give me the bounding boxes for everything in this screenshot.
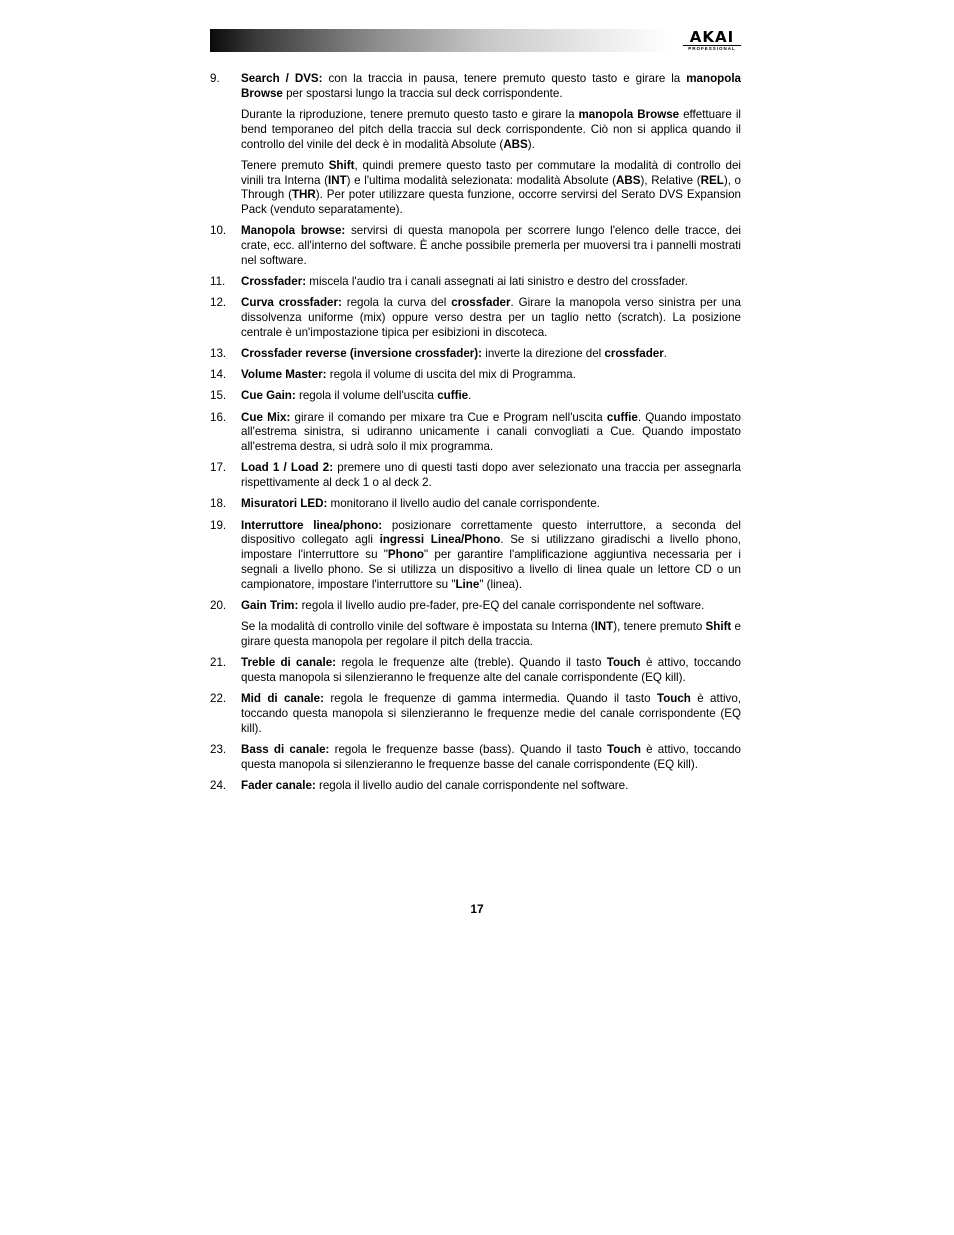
paragraph bbox=[241, 389, 741, 404]
bold-term: cuffie bbox=[606, 410, 638, 424]
paragraph bbox=[241, 656, 741, 686]
list-item-body bbox=[241, 72, 741, 218]
bold-term: Crossfader reverse (inversione crossfader): bbox=[241, 347, 483, 361]
text-run: regola le frequenze basse (bass). Quando il tasto bbox=[329, 742, 607, 756]
bold-term: cuffie bbox=[437, 389, 469, 403]
list-item-number: 21. bbox=[210, 656, 227, 670]
bold-term: Touch bbox=[656, 692, 691, 706]
list-item bbox=[210, 72, 741, 218]
text-run: posizionare correttamente questo interruttore, a seconda del dispositivo collegato agli bbox=[241, 518, 741, 547]
text-run: effettuare il bend temporaneo del pitch della traccia sul deck corrispondente. Ciò non si applica quando il controllo del vinile del deck è in modalità Absolute ( bbox=[241, 107, 741, 151]
list-item bbox=[210, 692, 741, 736]
list-item-number: 20. bbox=[210, 598, 227, 612]
list-item-body bbox=[241, 347, 741, 362]
list-item-number: 9. bbox=[210, 72, 220, 85]
list-item-body bbox=[241, 389, 741, 404]
text-run: con la traccia in pausa, tenere premuto questo tasto e girare la bbox=[322, 72, 687, 85]
paragraph bbox=[241, 108, 741, 152]
bold-term: Phono bbox=[387, 548, 424, 562]
bold-term: Manopola browse: bbox=[241, 224, 346, 238]
list-item-number: 24. bbox=[210, 778, 227, 792]
text-run: Tenere premuto bbox=[241, 158, 329, 172]
list-item-body bbox=[241, 692, 741, 736]
list-item-body bbox=[241, 296, 741, 340]
text-run: e girare questa manopola per regolare il pitch della traccia. bbox=[241, 620, 742, 648]
list-item-number: 19. bbox=[210, 518, 227, 532]
bold-term: INT bbox=[327, 173, 347, 187]
list-item bbox=[210, 275, 741, 290]
text-run: girare il comando per mixare tra Cue e Program nell'uscita bbox=[290, 410, 607, 424]
bold-term: manopola Browse bbox=[578, 107, 680, 121]
text-run: " per garantire l'amplificazione aggiuntiva necessaria per i segnali a livello phono. Se si utilizza un dispositivo a livello di linea quale un lettore CD o un campionatore, impostare l'interruttore su " bbox=[241, 548, 741, 591]
bold-term: crossfader bbox=[451, 296, 511, 310]
paragraph bbox=[241, 224, 741, 268]
bold-term: Touch bbox=[607, 742, 641, 756]
text-run: " (linea). bbox=[479, 577, 523, 591]
list-item bbox=[210, 368, 741, 383]
bold-term: Treble di canale: bbox=[241, 656, 337, 670]
list-item bbox=[210, 497, 741, 512]
text-run: regola il volume dell'uscita bbox=[295, 389, 438, 403]
list-item-body bbox=[241, 411, 741, 455]
header-gradient-bar bbox=[210, 29, 672, 52]
list-item-body bbox=[241, 599, 741, 650]
list-item-body bbox=[241, 497, 741, 512]
text-run: Durante la riproduzione, tenere premuto questo tasto e girare la bbox=[241, 107, 579, 121]
text-run: inverte la direzione del bbox=[482, 347, 605, 361]
list-item-number: 17. bbox=[210, 461, 227, 475]
akai-logo bbox=[683, 30, 741, 50]
paragraph bbox=[241, 779, 741, 794]
paragraph bbox=[241, 411, 741, 455]
bold-term: Crossfader: bbox=[241, 275, 307, 289]
bold-term: Volume Master: bbox=[241, 368, 327, 382]
bold-term: ABS bbox=[616, 173, 641, 187]
bold-term: Bass di canale: bbox=[241, 742, 330, 756]
text-run: monitorano il livello audio del canale corrispondente. bbox=[327, 497, 600, 511]
list-item bbox=[210, 461, 741, 491]
paragraph bbox=[241, 275, 741, 290]
bold-term: ABS bbox=[503, 137, 528, 151]
paragraph bbox=[241, 159, 741, 218]
logo-subtitle: PROFESSIONAL bbox=[683, 45, 741, 51]
text-run: regola il volume di uscita del mix di Programma. bbox=[326, 368, 576, 382]
text-run: Se la modalità di controllo vinile del software è impostata su Interna ( bbox=[241, 620, 595, 634]
list-item-number: 18. bbox=[210, 497, 227, 511]
paragraph bbox=[241, 692, 741, 736]
logo-wordmark: AKAI bbox=[689, 28, 735, 46]
bold-term: manopola Browse bbox=[241, 72, 741, 100]
text-run: regola il livello audio pre-fader, pre-EQ del canale corrispondente nel software. bbox=[298, 598, 705, 612]
text-run: . Girare la manopola verso sinistra per una dissolvenza uniforme (mix) oppure verso destra per un taglio netto (scratch). La posizione centrale è un'impostazione tipica per esibizioni in discoteca. bbox=[241, 296, 741, 339]
paragraph bbox=[241, 743, 741, 773]
text-run: miscela l'audio tra i canali assegnati ai lati sinistro e destro del crossfader. bbox=[306, 275, 688, 289]
list-item-body bbox=[241, 779, 741, 794]
list-item bbox=[210, 296, 741, 340]
text-run: regola le frequenze di gamma intermedia. Quando il tasto bbox=[323, 692, 657, 706]
list-item-number: 16. bbox=[210, 410, 227, 424]
text-run: . bbox=[468, 389, 472, 403]
list-item-body bbox=[241, 224, 741, 268]
text-run: ). Per poter utilizzare questa funzione, occorre servirsi del Serato DVS Expansion Pack (venduto separatamente). bbox=[241, 188, 742, 217]
list-item-number: 14. bbox=[210, 368, 227, 382]
text-run: ), o Through ( bbox=[241, 173, 741, 202]
list-item bbox=[210, 519, 741, 593]
bold-term: Shift bbox=[705, 620, 732, 634]
bold-term: ingressi Linea/Phono bbox=[379, 533, 501, 547]
list-item-number: 13. bbox=[210, 347, 227, 361]
text-run: . Quando impostato all'estrema sinistra, si udiranno unicamente i canali convogliati a Cue. Quando impostato all'estrema destra, si udrà solo il mix programma. bbox=[241, 410, 742, 454]
bold-term: crossfader bbox=[604, 347, 664, 361]
bold-term: Fader canale: bbox=[241, 778, 316, 792]
bold-term: Gain Trim: bbox=[241, 598, 299, 612]
list-item bbox=[210, 656, 741, 686]
text-run: regola il livello audio del canale corrispondente nel software. bbox=[315, 778, 629, 792]
bold-term: Misuratori LED: bbox=[241, 497, 328, 511]
text-run: è attivo, toccando questa manopola si silenzieranno le frequenze alte del canale corrispondente (EQ kill). bbox=[241, 656, 741, 684]
text-run: per spostarsi lungo la traccia sul deck corrispondente. bbox=[282, 86, 563, 100]
text-run: ) e l'ultima modalità selezionata: modalità Absolute ( bbox=[346, 173, 617, 187]
bold-term: Cue Mix: bbox=[241, 410, 291, 424]
page-number: 17 bbox=[470, 902, 484, 916]
list-item-body bbox=[241, 275, 741, 290]
text-run: ), tenere premuto bbox=[613, 620, 706, 634]
paragraph bbox=[241, 72, 741, 102]
list-item-body bbox=[241, 519, 741, 593]
text-run: regola le frequenze alte (treble). Quando il tasto bbox=[336, 656, 607, 670]
text-run: , quindi premere questo tasto per commutare la modalità di controllo dei vinili tra Interna ( bbox=[241, 158, 741, 187]
list-item bbox=[210, 779, 741, 794]
list-item bbox=[210, 599, 741, 650]
list-item-body bbox=[241, 743, 741, 773]
paragraph bbox=[241, 368, 741, 383]
bold-term: Line bbox=[455, 577, 480, 591]
bold-term: Cue Gain: bbox=[241, 389, 296, 403]
text-run: premere uno di questi tasti dopo aver selezionato una traccia per assegnarla rispettivamente al deck 1 o al deck 2. bbox=[241, 461, 742, 490]
bold-term: Interruttore linea/phono: bbox=[241, 518, 383, 532]
paragraph bbox=[241, 519, 741, 593]
paragraph bbox=[241, 347, 741, 362]
list-item-body bbox=[241, 656, 741, 686]
text-run: è attivo, toccando questa manopola si silenzieranno le frequenze medie del canale corrispondente (EQ kill). bbox=[241, 692, 741, 735]
paragraph bbox=[241, 599, 741, 614]
list-item-body bbox=[241, 461, 741, 491]
text-run: servirsi di questa manopola per scorrere lungo l'elenco delle tracce, dei crate, ecc. all'interno del software. È anche possibile premerla per muoversi tra i pannelli mostrati nel software. bbox=[241, 224, 741, 267]
text-run: regola la curva del bbox=[341, 296, 452, 310]
list-item-number: 22. bbox=[210, 692, 227, 706]
text-run: . bbox=[663, 347, 667, 361]
text-run: ), Relative ( bbox=[640, 173, 701, 187]
paragraph bbox=[241, 461, 741, 491]
list-item bbox=[210, 224, 741, 268]
paragraph bbox=[241, 296, 741, 340]
list-item-number: 12. bbox=[210, 296, 227, 310]
list-item-number: 11. bbox=[210, 275, 226, 289]
list-item-body bbox=[241, 368, 741, 383]
text-run: ). bbox=[527, 137, 535, 151]
bold-term: Mid di canale: bbox=[241, 692, 324, 706]
bold-term: Load 1 / Load 2: bbox=[241, 461, 334, 475]
paragraph bbox=[241, 620, 741, 650]
paragraph bbox=[241, 497, 741, 512]
bold-term: Curva crossfader: bbox=[241, 296, 342, 310]
text-run: . Se si utilizzano giradischi a livello phono, impostare l'interruttore su " bbox=[241, 533, 741, 562]
list-item-number: 10. bbox=[210, 224, 227, 238]
bold-term: Search / DVS: bbox=[241, 72, 323, 85]
list-item bbox=[210, 347, 741, 362]
list-item bbox=[210, 389, 741, 404]
bold-term: THR bbox=[291, 188, 316, 202]
bold-term: INT bbox=[594, 620, 614, 634]
list-item-number: 15. bbox=[210, 389, 227, 403]
list-item bbox=[210, 743, 741, 773]
list-item bbox=[210, 411, 741, 455]
bold-term: REL bbox=[700, 173, 724, 187]
bold-term: Shift bbox=[328, 158, 355, 172]
bold-term: Touch bbox=[606, 656, 641, 670]
list-item-number: 23. bbox=[210, 742, 227, 756]
document-body bbox=[210, 72, 741, 800]
text-run: è attivo, toccando questa manopola si silenzieranno le frequenze basse del canale corrispondente (EQ kill). bbox=[241, 742, 741, 771]
